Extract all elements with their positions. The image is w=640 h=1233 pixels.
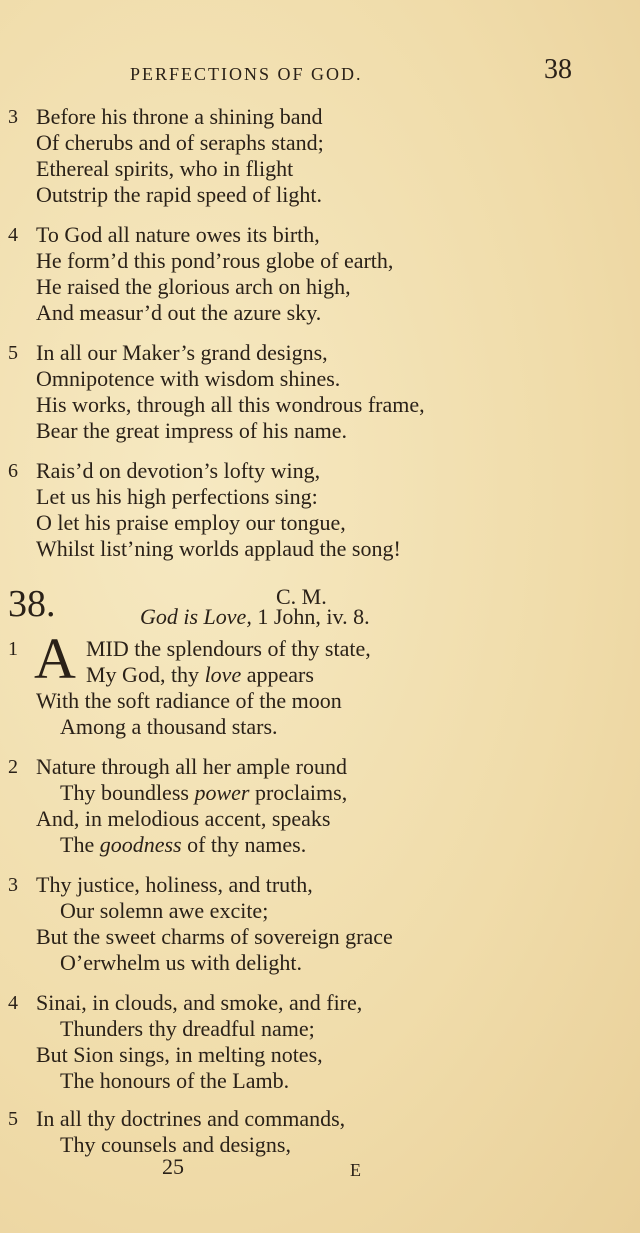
verse-line: Before his throne a shining band [36, 104, 323, 129]
verse-line: He form’d this pond’rous globe of earth, [36, 248, 394, 273]
verse-line: With the soft radiance of the moon [36, 688, 342, 713]
stanza-number: 6 [8, 460, 18, 482]
verse-line: O’erwhelm us with delight. [60, 950, 302, 975]
hymn-meter: C. M. [276, 584, 327, 609]
verse-line: His works, through all this wondrous frame, [36, 392, 425, 417]
verse-line: Thy counsels and designs, [60, 1132, 291, 1157]
sheet-number: 25 [162, 1154, 184, 1179]
verse-line: Thy boundless power proclaims, [60, 780, 348, 805]
stanza-number: 3 [8, 106, 18, 128]
verse-line: In all thy doctrines and commands, [36, 1106, 346, 1131]
verse-line: The goodness of thy names. [60, 832, 307, 857]
verse-line: And, in melodious accent, speaks [36, 806, 331, 831]
emphasis: power [194, 780, 250, 805]
verse-line: Bear the great impress of his name. [36, 418, 347, 443]
stanza-number: 1 [8, 638, 18, 660]
drop-cap: A [34, 626, 76, 691]
hymn-number: 38. [8, 583, 56, 625]
verse-line: Omnipotence with wisdom shines. [36, 366, 341, 391]
verse-line: And measur’d out the azure sky. [36, 300, 322, 325]
verse-line: Thunders thy dreadful name; [60, 1016, 315, 1041]
verse-line: But Sion sings, in melting notes, [36, 1042, 323, 1067]
verse-line: MID the splendours of thy state, [86, 636, 371, 661]
signature-mark: E [350, 1160, 361, 1180]
stanza-number: 3 [8, 874, 18, 896]
stanza-number: 5 [8, 1108, 18, 1130]
emphasis: goodness [99, 832, 182, 857]
emphasis: love [204, 662, 242, 687]
verse-line: Rais’d on devotion’s lofty wing, [36, 458, 321, 483]
verse-line: Let us his high perfections sing: [36, 484, 318, 509]
verse-line: My God, thy love appears [86, 662, 314, 687]
stanza-number: 2 [8, 756, 18, 778]
verse-line: To God all nature owes its birth, [36, 222, 320, 247]
verse-line: Whilst list’ning worlds applaud the song! [36, 536, 401, 561]
verse-line: Among a thousand stars. [60, 714, 278, 739]
stanza-number: 4 [8, 992, 18, 1014]
verse-line: Ethereal spirits, who in flight [36, 156, 294, 181]
verse-line: Thy justice, holiness, and truth, [36, 872, 313, 897]
running-head: PERFECTIONS OF GOD. [130, 64, 363, 84]
hymn-subtitle [140, 604, 370, 630]
verse-line: Our solemn awe excite; [60, 898, 269, 923]
subtitle-title: God is Love, [140, 604, 252, 629]
verse-line: Outstrip the rapid speed of light. [36, 182, 322, 207]
stanza-number: 4 [8, 224, 18, 246]
verse-line: He raised the glorious arch on high, [36, 274, 351, 299]
verse-line: O let his praise employ our tongue, [36, 510, 346, 535]
verse-line: The honours of the Lamb. [60, 1068, 290, 1093]
page-number: 38 [544, 54, 572, 85]
page-header [0, 54, 640, 90]
verse-line: Of cherubs and of seraphs stand; [36, 130, 324, 155]
verse-line: But the sweet charms of sovereign grace [36, 924, 393, 949]
stanza-number: 5 [8, 342, 18, 364]
verse-line: Nature through all her ample round [36, 754, 347, 779]
verse-line: In all our Maker’s grand designs, [36, 340, 328, 365]
subtitle-reference: 1 John, iv. 8. [251, 604, 370, 629]
verse-line: Sinai, in clouds, and smoke, and fire, [36, 990, 363, 1015]
